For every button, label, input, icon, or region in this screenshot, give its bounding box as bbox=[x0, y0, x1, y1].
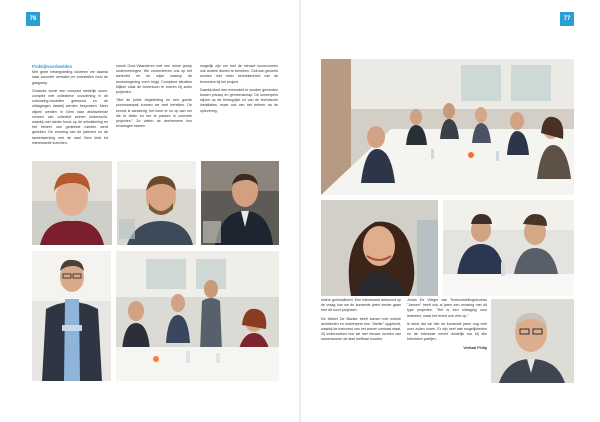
right-page bbox=[301, 0, 600, 422]
author-signature: Verhaal Philip bbox=[463, 345, 487, 350]
paragraph: Met grote belangstelling luisteren we daarna naar concrete verhalen en voorstellen rond de gasgroep. bbox=[32, 70, 108, 85]
text-column-3 bbox=[200, 64, 278, 117]
paragraph: Johan De Vlieger van Tentoonstellingsbureau "Jansen" heeft ook al jaren een ervaring met dit type projecten. "Het is een uitdaging voor iedereen, maar het levert ook veel op." bbox=[407, 298, 487, 318]
paragraph: elders geïnstalleerd. Een interessant antwoord op de vraag hoe we de komende jaren verder gaan met dit soort projecten. bbox=[321, 298, 401, 313]
text-column-5 bbox=[321, 298, 401, 346]
paragraph: Ondanks wordt een compact stedelijk woon-complex met collectieve voorziening in de cohousing-modellen gebouwd en de uitdagingen daarbij werden besproken. Meer wijken werden in Gent naar afwisselende vormen van collectief wonen onderzocht, waarbij met sterke focus op de ontwikkeling en het beheer van gedeelde ruimten werd gekeken. De ervaring van de partners en de samenwerking met de stad Gent leidt tot interessante inzichten. bbox=[32, 88, 108, 145]
text-column-1 bbox=[32, 64, 108, 149]
paragraph: "Met de juiste begeleiding en een goede procesaanpak kunnen we veel bereiken. De kennis is aanwezig, het komt er nu op aan om die te delen en toe te passen in concrete projecten." Zo vatten de deelnemers hun ervaringen samen. bbox=[116, 98, 192, 129]
photo-two-men-table bbox=[443, 200, 574, 296]
page-number-right: 77 bbox=[560, 12, 574, 26]
portrait-photo-woman bbox=[32, 161, 112, 245]
paragraph: Ik denk dat we hier de komende jaren nog veel over zullen horen. Er zijn heel wat mogelijkheden en de interesse neemt duidelijk toe bij alle betrokken partijen. bbox=[407, 321, 487, 342]
section-heading: Praktijkvoorbeelden bbox=[32, 64, 73, 69]
left-page bbox=[0, 0, 299, 422]
portrait-photo-bald-man bbox=[491, 299, 574, 383]
portrait-photo-woman-long-hair bbox=[321, 200, 438, 296]
paragraph: De Michel De Backer heeft samen met enkele architecten en ontwerpers een "Atelier" opgericht, waarbij de toekomst van het wonen centraal staat. Zij onderzoeken hoe we met nieuwe vormen van samenwonen de stad leefbaar houden. bbox=[321, 316, 401, 342]
portrait-photo-man-glasses bbox=[32, 251, 111, 381]
group-photo-table bbox=[116, 251, 279, 381]
paragraph: Daarbij dient een evenwicht te worden gevonden tussen privacy en gemeenschap. De ontwerpers wijzen op de belangrijke rol van de technische installaties, maar ook van het beheer na de oplevering. bbox=[200, 87, 278, 113]
portrait-photo-man-suit bbox=[201, 161, 279, 245]
text-column-2 bbox=[116, 64, 192, 132]
group-dinner-photo bbox=[321, 59, 574, 195]
paragraph: mogelijk zijn om met de nieuwe woonvormen ook andere doelen te bereiken. Ook kan gewerkt worden met meer betrokkenheid van de bewoners bij het project. bbox=[200, 64, 278, 84]
paragraph: vanuit Oost-Vlaanderen met een ruime groep ondernemingen. We concentreren ons op het werkveld en de wijze waarop de woonomgeving vorm krijgt. Complexe situaties blijken vaak de boventoon te voeren bij zulke projecten. bbox=[116, 64, 192, 95]
text-column-6 bbox=[407, 298, 487, 354]
portrait-photo-man-beard bbox=[117, 161, 196, 245]
page-number-left: 76 bbox=[26, 12, 40, 26]
